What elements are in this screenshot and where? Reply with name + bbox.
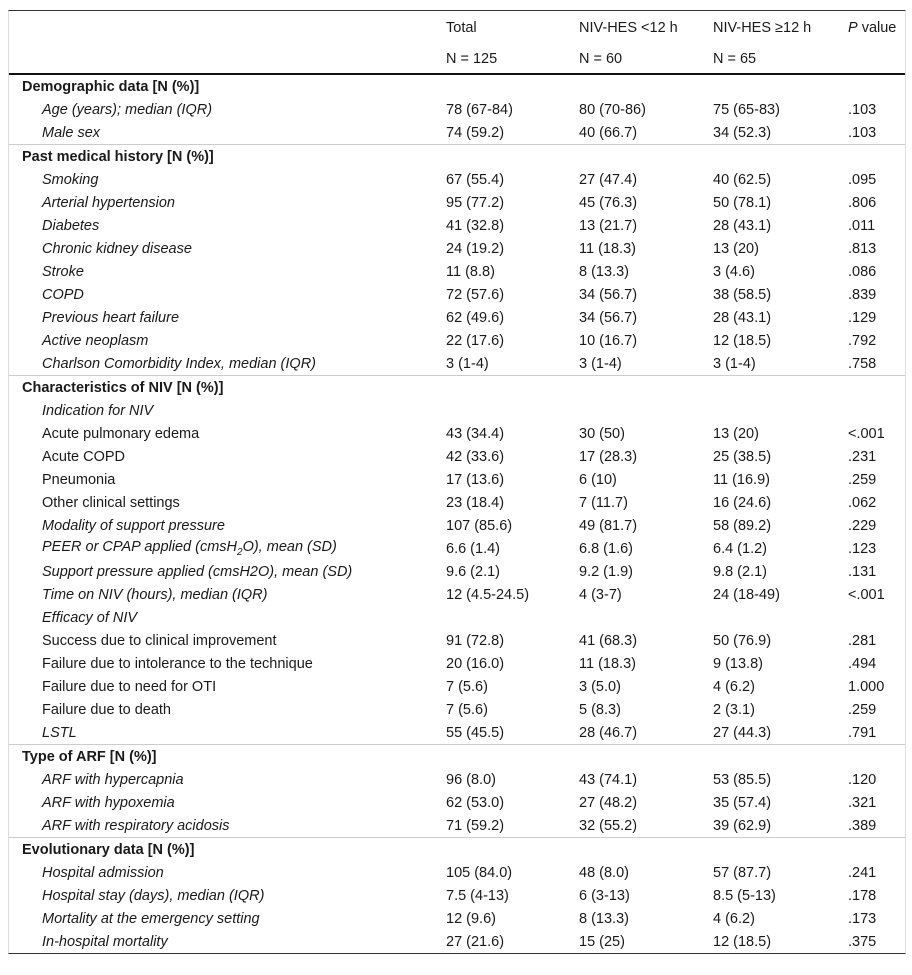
cell-total: 107 (85.6) [446,517,513,534]
header-row [9,11,905,44]
table-row [9,399,905,422]
cell-lt12: 43 (74.1) [579,771,638,788]
cell-total: 71 (59.2) [446,817,505,834]
row-label [9,168,446,191]
row-label-text: Male sex [42,124,101,141]
cell-pvalue: .791 [848,724,877,741]
row-label [9,768,446,791]
row-label-text: Hospital admission [42,864,164,881]
row-label [9,791,446,814]
row-label-text: Pneumonia [42,471,116,488]
row-label [9,145,905,169]
cell-pvalue [848,606,905,629]
table-row [9,306,905,329]
header-counts-row [9,44,905,74]
cell-ge12: 50 (76.9) [713,632,772,649]
row-label [9,399,446,422]
header-p-italic: P [848,19,858,36]
row-label-suffix: O), mean (SD) [242,539,337,556]
cell-lt12: 7 (11.7) [579,494,628,511]
count-total: N = 125 [446,44,579,74]
cell-total: 74 (59.2) [446,124,505,141]
cell-lt12: 6 (10) [579,471,617,488]
cell-lt12 [579,606,713,629]
row-label [9,514,446,537]
row-label-text: Failure due to death [42,701,171,718]
table-row [9,652,905,675]
cell-lt12: 40 (66.7) [579,124,638,141]
cell-lt12: 32 (55.2) [579,817,638,834]
cell-ge12: 2 (3.1) [713,701,755,718]
cell-total: 3 (1-4) [446,355,489,372]
row-label [9,237,446,260]
row-label [9,376,905,400]
header-total: Total [446,19,477,36]
row-label [9,121,446,145]
cell-ge12: 27 (44.3) [713,724,772,741]
row-label-text: Active neoplasm [42,332,149,349]
row-label-text: Chronic kidney disease [42,240,192,257]
table-row [9,721,905,745]
row-label [9,422,446,445]
cell-lt12: 34 (56.7) [579,309,638,326]
row-label-text: Success due to clinical improvement [42,632,277,649]
row-label-subscript: 2 [237,546,243,558]
row-label-text: In-hospital mortality [42,933,168,950]
table-row [9,814,905,838]
cell-total: 105 (84.0) [446,864,513,881]
row-label [9,861,446,884]
row-label-text: Evolutionary data [N (%)] [22,841,195,858]
cell-pvalue: .178 [848,887,877,904]
table-row [9,698,905,721]
table-row [9,168,905,191]
cell-pvalue: .259 [848,701,877,718]
cell-lt12: 6.8 (1.6) [579,540,633,557]
cell-total: 78 (67-84) [446,101,513,118]
cell-total: 9.6 (2.1) [446,563,500,580]
cell-pvalue: .813 [848,240,877,257]
cell-total: 62 (49.6) [446,309,505,326]
cell-lt12: 9.2 (1.9) [579,563,633,580]
cell-pvalue: .375 [848,933,877,950]
row-label [9,675,446,698]
table-row [9,629,905,652]
cell-lt12: 45 (76.3) [579,194,638,211]
row-label-text: Charlson Comorbidity Index, median (IQR) [42,355,316,372]
row-label-text: LSTL [42,724,77,741]
cell-total [446,606,579,629]
cell-ge12: 25 (38.5) [713,448,772,465]
cell-pvalue: .173 [848,910,877,927]
row-label [9,306,446,329]
cell-total: 6.6 (1.4) [446,540,500,557]
cell-ge12: 6.4 (1.2) [713,540,767,557]
table-row [9,560,905,583]
cell-pvalue: .839 [848,286,877,303]
cell-lt12: 15 (25) [579,933,625,950]
count-blank [9,44,446,74]
row-label-text: Characteristics of NIV [N (%)] [22,379,224,396]
cell-ge12: 40 (62.5) [713,171,772,188]
row-label [9,907,446,930]
table-row [9,191,905,214]
header-pvalue [848,11,905,44]
cell-pvalue: .129 [848,309,877,326]
results-table-container [8,10,906,954]
cell-total [446,399,579,422]
count-lt12: N = 60 [579,44,713,74]
cell-total: 7 (5.6) [446,678,488,695]
table-row [9,98,905,121]
cell-ge12 [713,399,848,422]
row-label [9,445,446,468]
cell-pvalue: .120 [848,771,877,788]
row-label [9,537,446,560]
cell-pvalue: .259 [848,471,877,488]
cell-ge12 [713,606,848,629]
cell-ge12: 57 (87.7) [713,864,772,881]
table-row [9,930,905,953]
row-label-text: Age (years); median (IQR) [42,101,213,118]
row-label-text: ARF with hypercapnia [42,771,184,788]
cell-total: 20 (16.0) [446,655,505,672]
cell-lt12: 41 (68.3) [579,632,638,649]
cell-pvalue: .389 [848,817,877,834]
table-row [9,675,905,698]
cell-ge12: 75 (65-83) [713,101,780,118]
cell-total: 95 (77.2) [446,194,505,211]
cell-total: 12 (9.6) [446,910,496,927]
row-label-text: Type of ARF [N (%)] [22,748,157,765]
row-label [9,468,446,491]
header-value-text: value [861,19,897,36]
table-row [9,514,905,537]
cell-ge12: 4 (6.2) [713,910,755,927]
cell-total: 24 (19.2) [446,240,505,257]
cell-lt12: 5 (8.3) [579,701,621,718]
cell-total: 27 (21.6) [446,933,505,950]
row-label [9,721,446,745]
cell-pvalue: .231 [848,448,877,465]
cell-total: 22 (17.6) [446,332,505,349]
row-label-text: Modality of support pressure [42,517,225,534]
cell-pvalue: .131 [848,563,877,580]
cell-lt12: 3 (1-4) [579,355,622,372]
row-label [9,98,446,121]
cell-pvalue: .123 [848,540,877,557]
cell-lt12: 3 (5.0) [579,678,621,695]
cell-total: 55 (45.5) [446,724,505,741]
row-label [9,214,446,237]
cell-ge12: 9 (13.8) [713,655,763,672]
cell-ge12: 50 (78.1) [713,194,772,211]
row-label-text: Failure due to need for OTI [42,678,217,695]
cell-pvalue: .241 [848,864,877,881]
section-header-row [9,745,905,769]
cell-ge12: 13 (20) [713,425,759,442]
row-label [9,745,905,769]
cell-lt12: 11 (18.3) [579,655,636,672]
cell-lt12: 48 (8.0) [579,864,629,881]
row-label-text: Acute COPD [42,448,125,465]
row-label [9,583,446,606]
row-label-text: PEER or CPAP applied (cmsH [42,539,238,556]
table-row [9,861,905,884]
table-row [9,237,905,260]
cell-ge12: 34 (52.3) [713,124,772,141]
row-label-text: Failure due to intolerance to the technique [42,655,313,672]
cell-pvalue: .229 [848,517,877,534]
cell-pvalue: .806 [848,194,877,211]
row-label-text: Arterial hypertension [42,194,175,211]
cell-pvalue: .281 [848,632,877,649]
cell-lt12: 28 (46.7) [579,724,638,741]
header-ge12: NIV-HES ≥12 h [713,19,812,36]
cell-lt12: 10 (16.7) [579,332,638,349]
table-row [9,214,905,237]
table-row [9,422,905,445]
cell-total: 23 (18.4) [446,494,505,511]
cell-lt12: 34 (56.7) [579,286,638,303]
cell-pvalue: .792 [848,332,877,349]
cell-ge12: 9.8 (2.1) [713,563,767,580]
cell-pvalue: .321 [848,794,877,811]
cell-ge12: 53 (85.5) [713,771,772,788]
cell-ge12: 13 (20) [713,240,759,257]
results-table [9,11,905,953]
row-label-text: Efficacy of NIV [42,609,138,626]
cell-total: 96 (8.0) [446,771,496,788]
table-row [9,283,905,306]
header-lt12: NIV-HES <12 h [579,19,678,36]
table-row [9,583,905,606]
cell-ge12: 12 (18.5) [713,332,772,349]
cell-ge12: 58 (89.2) [713,517,772,534]
cell-ge12: 3 (4.6) [713,263,755,280]
cell-ge12: 28 (43.1) [713,217,772,234]
cell-lt12 [579,399,713,422]
cell-total: 17 (13.6) [446,471,505,488]
table-row [9,260,905,283]
cell-ge12: 39 (62.9) [713,817,772,834]
cell-ge12: 28 (43.1) [713,309,772,326]
row-label [9,329,446,352]
cell-lt12: 17 (28.3) [579,448,638,465]
cell-total: 11 (8.8) [446,263,495,280]
row-label [9,838,905,862]
row-label-text: Mortality at the emergency setting [42,910,260,927]
row-label-text: Indication for NIV [42,402,154,419]
row-label [9,814,446,838]
cell-ge12: 8.5 (5-13) [713,887,776,904]
table-row [9,445,905,468]
row-label-text: Stroke [42,263,84,280]
row-label [9,491,446,514]
row-label-text: Past medical history [N (%)] [22,148,214,165]
section-header-row [9,376,905,400]
row-label [9,191,446,214]
row-label-text: ARF with hypoxemia [42,794,175,811]
table-row [9,537,905,560]
cell-total: 12 (4.5-24.5) [446,586,530,603]
cell-pvalue: .758 [848,355,877,372]
cell-pvalue: <.001 [848,586,885,603]
cell-total: 7 (5.6) [446,701,488,718]
section-header-row [9,838,905,862]
table-row [9,606,905,629]
row-label-text: Diabetes [42,217,100,234]
table-row [9,121,905,145]
row-label-text: Acute pulmonary edema [42,425,200,442]
cell-lt12: 11 (18.3) [579,240,636,257]
cell-total: 41 (32.8) [446,217,505,234]
cell-lt12: 4 (3-7) [579,586,622,603]
table-row [9,329,905,352]
cell-pvalue: 1.000 [848,678,885,695]
cell-ge12: 4 (6.2) [713,678,755,695]
cell-lt12: 13 (21.7) [579,217,638,234]
cell-lt12: 27 (48.2) [579,794,638,811]
cell-lt12: 27 (47.4) [579,171,638,188]
row-label [9,283,446,306]
cell-pvalue: .494 [848,655,877,672]
cell-lt12: 80 (70-86) [579,101,646,118]
row-label-text: Time on NIV (hours), median (IQR) [42,586,268,603]
cell-pvalue [848,399,905,422]
row-label [9,260,446,283]
cell-pvalue: <.001 [848,425,885,442]
row-label-text: Other clinical settings [42,494,180,511]
cell-total: 7.5 (4-13) [446,887,509,904]
row-label [9,352,446,376]
cell-pvalue: .103 [848,124,877,141]
table-row [9,468,905,491]
cell-total: 72 (57.6) [446,286,505,303]
cell-ge12: 35 (57.4) [713,794,772,811]
cell-lt12: 49 (81.7) [579,517,638,534]
cell-total: 43 (34.4) [446,425,505,442]
row-label-text: Support pressure applied (cmsH2O), mean (SD) [42,563,353,580]
table-row [9,884,905,907]
cell-lt12: 6 (3-13) [579,887,630,904]
row-label [9,698,446,721]
header-blank [9,11,446,44]
cell-ge12: 11 (16.9) [713,471,770,488]
row-label-text: Smoking [42,171,99,188]
table-row [9,768,905,791]
table-row [9,907,905,930]
row-label [9,884,446,907]
table-row [9,791,905,814]
row-label [9,606,446,629]
row-label-text: Hospital stay (days), median (IQR) [42,887,265,904]
row-label-text: ARF with respiratory acidosis [42,817,230,834]
cell-ge12: 38 (58.5) [713,286,772,303]
section-header-row [9,74,905,98]
row-label-text: Previous heart failure [42,309,180,326]
cell-lt12: 30 (50) [579,425,625,442]
cell-pvalue: .086 [848,263,877,280]
row-label [9,930,446,953]
cell-ge12: 16 (24.6) [713,494,772,511]
cell-total: 62 (53.0) [446,794,505,811]
cell-ge12: 3 (1-4) [713,355,756,372]
cell-ge12: 12 (18.5) [713,933,772,950]
cell-total: 67 (55.4) [446,171,505,188]
row-label [9,74,905,98]
row-label-text: COPD [42,286,84,303]
cell-pvalue: .095 [848,171,877,188]
row-label [9,652,446,675]
section-header-row [9,145,905,169]
table-body [9,74,905,953]
cell-ge12: 24 (18-49) [713,586,780,603]
cell-lt12: 8 (13.3) [579,910,629,927]
row-label [9,629,446,652]
cell-pvalue: .103 [848,101,877,118]
cell-total: 91 (72.8) [446,632,505,649]
cell-lt12: 8 (13.3) [579,263,629,280]
cell-pvalue: .062 [848,494,877,511]
table-row [9,491,905,514]
count-ge12: N = 65 [713,44,848,74]
cell-total: 42 (33.6) [446,448,505,465]
count-pvalue [848,44,905,74]
table-row [9,352,905,376]
row-label [9,560,446,583]
cell-pvalue: .011 [848,217,876,234]
row-label-text: Demographic data [N (%)] [22,78,200,95]
